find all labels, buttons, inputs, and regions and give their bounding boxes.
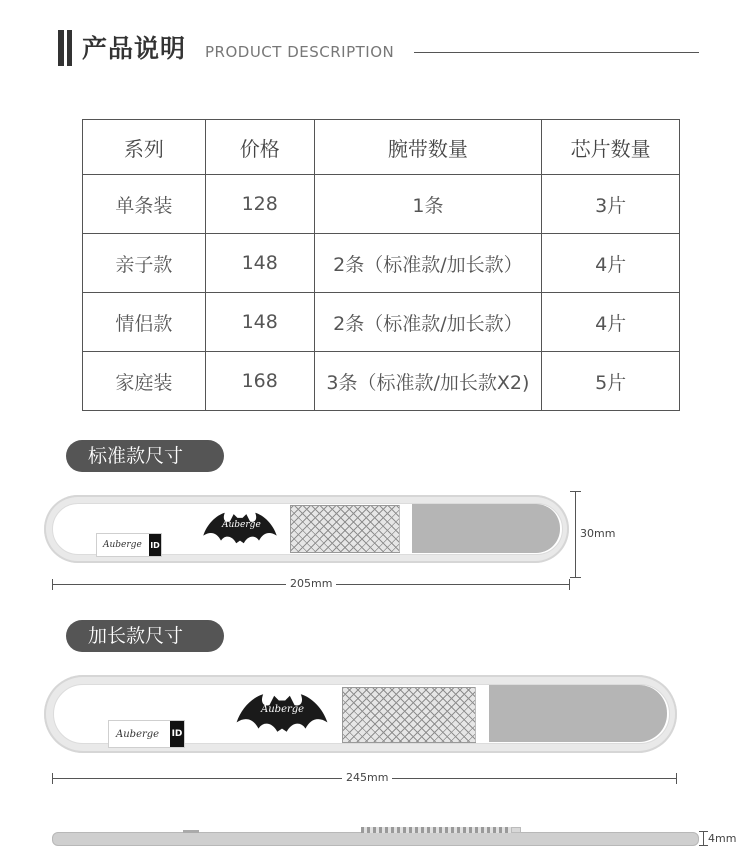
band-tail <box>412 504 560 553</box>
table-cell: 亲子款 <box>83 234 206 293</box>
header-bar-icon <box>58 30 64 66</box>
standard-size-title: 标准款尺寸 <box>66 440 224 472</box>
brand-label <box>108 720 185 748</box>
column-header: 系列 <box>83 120 206 175</box>
table-cell: 情侣款 <box>83 293 206 352</box>
header-rule <box>414 52 699 53</box>
bat-logo-text: Auberge <box>261 704 305 715</box>
table-cell: 3条（标准款/加长款X2) <box>314 352 542 411</box>
bat-logo-icon <box>202 510 278 546</box>
length-dimension-label: 205mm <box>286 577 336 590</box>
table-row <box>83 175 680 234</box>
width-dimension-line <box>575 491 576 577</box>
width-dimension-cap <box>570 577 581 578</box>
width-dimension-label: 30mm <box>580 527 616 540</box>
bat-logo-text: Auberge <box>222 520 261 530</box>
pocket-end-strip <box>399 505 412 552</box>
table-cell: 4片 <box>542 234 680 293</box>
table-row <box>83 352 680 411</box>
id-tag-icon: ID <box>149 534 161 556</box>
label-edge <box>183 830 199 833</box>
pocket-end-strip <box>475 687 489 742</box>
table-cell: 2条（标准款/加长款） <box>314 293 542 352</box>
table-cell: 128 <box>205 175 314 234</box>
table-row <box>83 293 680 352</box>
table-row <box>83 234 680 293</box>
standard-band <box>44 495 569 563</box>
brand-label <box>96 533 162 557</box>
length-dimension-cap <box>676 773 677 784</box>
table-header-row <box>83 120 680 175</box>
section-header <box>58 26 708 70</box>
length-dimension-cap <box>52 579 53 590</box>
spec-table <box>82 119 680 411</box>
table-cell: 1条 <box>314 175 542 234</box>
thickness-dimension-line <box>703 831 704 846</box>
table-cell: 4片 <box>542 293 680 352</box>
length-dimension-cap <box>52 773 53 784</box>
table-cell: 家庭装 <box>83 352 206 411</box>
table-cell: 单条装 <box>83 175 206 234</box>
width-dimension-cap <box>570 491 581 492</box>
thickness-dimension-cap <box>699 845 708 846</box>
table-cell: 148 <box>205 293 314 352</box>
mesh-pocket-edge <box>361 827 511 833</box>
extended-band <box>44 675 677 753</box>
column-header: 芯片数量 <box>542 120 680 175</box>
column-header: 价格 <box>205 120 314 175</box>
brand-text: Auberge <box>103 540 142 550</box>
band-side-view <box>52 832 699 846</box>
brand-text: Auberge <box>116 728 160 740</box>
band-tail <box>489 685 667 742</box>
header-bar-icon <box>67 30 72 66</box>
length-dimension-label: 245mm <box>342 771 392 784</box>
table-cell: 3片 <box>542 175 680 234</box>
bat-logo-icon <box>235 691 329 735</box>
mesh-chip-pocket <box>290 505 400 553</box>
column-header: 腕带数量 <box>314 120 542 175</box>
pocket-end-edge <box>511 827 521 833</box>
extended-size-title: 加长款尺寸 <box>66 620 224 652</box>
table-cell: 168 <box>205 352 314 411</box>
section-subtitle: PRODUCT DESCRIPTION <box>205 43 395 61</box>
table-cell: 5片 <box>542 352 680 411</box>
length-dimension-cap <box>569 579 570 590</box>
mesh-chip-pocket <box>342 687 476 743</box>
table-cell: 148 <box>205 234 314 293</box>
section-title: 产品说明 <box>82 34 187 63</box>
thickness-dimension-label: 4mm <box>708 832 737 845</box>
id-tag-icon: ID <box>170 721 184 747</box>
table-cell: 2条（标准款/加长款） <box>314 234 542 293</box>
